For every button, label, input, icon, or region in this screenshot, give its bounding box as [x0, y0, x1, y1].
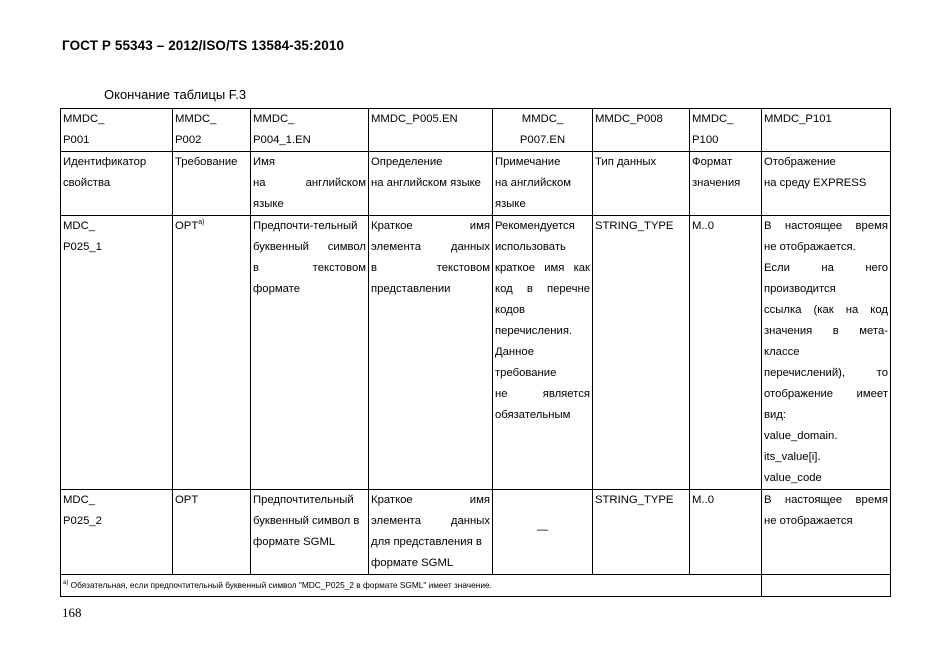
requirement-cell: $OPT^{а)}$ [173, 216, 251, 490]
value-cell: В настоящее время не отображается. Если на него производится ссылка (как на код значения в мета- классе перечислений), то отображение имеет вид: value_domain. its_value[i]. value_code [762, 216, 891, 490]
code-cell: MMDC_P008 [593, 109, 690, 152]
name-cell: Идентификатор свойства [61, 152, 173, 216]
page-number: 168 [62, 605, 82, 620]
value-cell: Рекомендуется использовать краткое имя как код в перечне кодов перечисления. Данное требование не является обязательным [493, 216, 593, 490]
id-cell: MDC_ P025_2 [61, 490, 173, 575]
code-cell: MMDC_P005.EN [369, 109, 493, 152]
value-cell: STRING_TYPE [593, 216, 690, 490]
value-cell: Краткое имя элемента данных в текстовом представлении [369, 216, 493, 490]
data-table [60, 108, 891, 597]
table-row [61, 216, 891, 490]
code-cell: MMDC_P101 [762, 109, 891, 152]
value-cell: В настоящее время не отображается [762, 490, 891, 575]
requirement-cell: OPT [173, 490, 251, 575]
table-row [61, 490, 891, 575]
code-cell: MMDC_ P002 [173, 109, 251, 152]
empty-cell [762, 575, 891, 597]
value-cell: Предпочти-тельный буквенный символ в текстовом формате [251, 216, 369, 490]
table-row-names [61, 152, 891, 216]
value-cell: Краткое имя элемента данных для представления в формате SGML [369, 490, 493, 575]
table-caption: Окончание таблицы F.3 [104, 87, 247, 102]
table-row-codes [61, 109, 891, 152]
code-cell: MMDC_ P100 [690, 109, 762, 152]
id-cell: MDC_ P025_1 [61, 216, 173, 490]
footnote-row [61, 575, 891, 597]
name-cell: Формат значения [690, 152, 762, 216]
name-cell: Имя на английском языке [251, 152, 369, 216]
footnote: $^{а)}$ Обязательная, если предпочтительный буквенный символ "MDC_P025_2 в формате SGML" имеет значение. [61, 575, 762, 597]
code-cell: MMDC_ P007.EN [493, 109, 593, 152]
name-cell: Определение на английском языке [369, 152, 493, 216]
name-cell: Тип данных [593, 152, 690, 216]
value-cell [493, 490, 593, 575]
footnote-marker: а) [198, 219, 205, 227]
name-cell: Отображение на среду EXPRESS [762, 152, 891, 216]
value-cell: Предпочтительный буквенный символ в формате SGML [251, 490, 369, 575]
code-cell: MMDC_ P004_1.EN [251, 109, 369, 152]
dash-placeholder: — [536, 524, 549, 536]
value-cell: STRING_TYPE [593, 490, 690, 575]
value-cell: M..0 [690, 216, 762, 490]
name-cell: Требование [173, 152, 251, 216]
name-cell: Примечание на английском языке [493, 152, 593, 216]
standard-designation: ГОСТ Р 55343 – 2012/ISO/TS 13584-35:2010 [62, 38, 345, 53]
value-cell: M..0 [690, 490, 762, 575]
code-cell: MMDC_ P001 [61, 109, 173, 152]
